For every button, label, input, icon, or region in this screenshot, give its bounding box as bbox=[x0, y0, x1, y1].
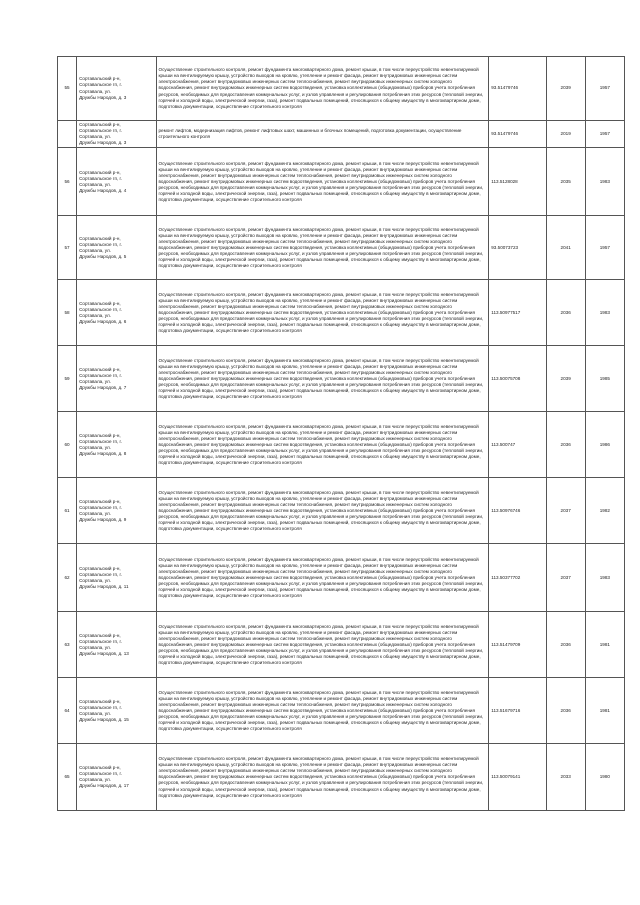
table-row bbox=[58, 678, 625, 744]
row-number-cell: 55 bbox=[58, 57, 77, 121]
table-row bbox=[58, 412, 625, 478]
table-row bbox=[58, 216, 625, 280]
works-description-text: Осуществление строительного контроля, ремонт фундамента многоквартирного дома, ремонт крыши, в том числе переустройство невентилируемой крыши на вентилируемую крышу, устройство выходов на кровлю, утепление и ремонт фасада, ремонт внутридомовых инженерных систем электроснабжения, ремонт внутридомовых инженерных систем теплоснабжения, ремонт внутридомовых инженерных систем холодного водоснабжения, ремонт внутридомовых инженерных систем водоотведения, установка коллективных (общедомовых) приборов учета потребления ресурсов, необходимых для предоставления коммунальных услуг, и узлов управления и регулирования потребления этих ресурсов (тепловой энергии, горячей и холодной воды, электрической энергии, газа), ремонт подвальных помещений, относящихся к общему имуществу в многоквартирном доме, подготовка документации, осуществление строительного контроля bbox=[158, 489, 484, 532]
works-description-cell bbox=[156, 280, 489, 346]
repair-year-cell: 2039 bbox=[546, 346, 585, 412]
address-line: Сортавальский р-н, bbox=[79, 169, 121, 175]
address-line: Сортавальское гп, г. bbox=[79, 175, 122, 181]
address-line: Сортавальское гп, г. bbox=[79, 82, 122, 88]
works-table-body bbox=[58, 57, 625, 811]
area-cell: 113.51479709 bbox=[489, 612, 546, 678]
build-year-cell: 1982 bbox=[585, 478, 624, 544]
build-year-cell: 1983 bbox=[585, 148, 624, 216]
row-number-cell: 64 bbox=[58, 678, 77, 744]
address-line: Дружбы Народов, д. 3 bbox=[79, 140, 127, 146]
row-number-cell: 60 bbox=[58, 412, 77, 478]
table-row bbox=[58, 57, 625, 121]
build-year-cell: 1983 bbox=[585, 280, 624, 346]
row-number-cell: 63 bbox=[58, 612, 77, 678]
address-line: Дружбы Народов, д. 8 bbox=[79, 450, 127, 456]
works-description-cell bbox=[156, 612, 489, 678]
works-description-text: Осуществление строительного контроля, ремонт фундамента многоквартирного дома, ремонт крыши, в том числе переустройство невентилируемой крыши на вентилируемую крышу, устройство выходов на кровлю, утепление и ремонт фасада, ремонт внутридомовых инженерных систем электроснабжения, ремонт внутридомовых инженерных систем теплоснабжения, ремонт внутридомовых инженерных систем холодного водоснабжения, ремонт внутридомовых инженерных систем водоотведения, установка коллективных (общедомовых) приборов учета потребления ресурсов, необходимых для предоставления коммунальных услуг, и узлов управления и регулирования потребления этих ресурсов (тепловой энергии, горячей и холодной воды, электрической энергии, газа), ремонт подвальных помещений, относящихся к общему имуществу в многоквартирном доме, подготовка документации, осуществление строительного контроля bbox=[158, 756, 484, 798]
build-year-cell: 1957 bbox=[585, 216, 624, 280]
row-number-cell: 57 bbox=[58, 216, 77, 280]
build-year-cell: 1985 bbox=[585, 346, 624, 412]
repair-year-cell: 2019 bbox=[546, 121, 585, 148]
address-cell bbox=[77, 57, 156, 121]
works-description-cell bbox=[156, 346, 489, 412]
works-description-cell bbox=[156, 148, 489, 216]
works-description-text: Осуществление строительного контроля, ремонт фундамента многоквартирного дома, ремонт крыши, в том числе переустройство невентилируемой крыши на вентилируемую крышу, устройство выходов на кровлю, утепление и ремонт фасада, ремонт внутридомовых инженерных систем электроснабжения, ремонт внутридомовых инженерных систем теплоснабжения, ремонт внутридомовых инженерных систем холодного водоснабжения, ремонт внутридомовых инженерных систем водоотведения, установка коллективных (общедомовых) приборов учета потребления ресурсов, необходимых для предоставления коммунальных услуг, и узлов управления и регулирования потребления этих ресурсов (тепловой энергии, горячей и холодной воды, электрической энергии, газа), ремонт подвальных помещений, относящихся к общему имуществу в многоквартирном доме, подготовка документации, осуществление строительного контроля bbox=[158, 623, 484, 666]
address-cell bbox=[77, 148, 156, 216]
build-year-cell: 1957 bbox=[585, 57, 624, 121]
area-cell: 113.500747 bbox=[489, 412, 546, 478]
area-cell: 113.50976746 bbox=[489, 478, 546, 544]
address-line: Дружбы Народов, д. 9 bbox=[79, 516, 127, 522]
address-line: Сортавала, ул. bbox=[79, 378, 111, 384]
area-cell: 93.51479746 bbox=[489, 121, 546, 148]
works-description-cell bbox=[156, 744, 489, 811]
repair-year-cell: 2036 bbox=[546, 612, 585, 678]
area-cell: 113.5128028 bbox=[489, 148, 546, 216]
area-cell: 113.50977517 bbox=[489, 280, 546, 346]
address-line: Дружбы Народов, д. 7 bbox=[79, 384, 127, 390]
address-line: Сортавальское гп, г. bbox=[79, 241, 122, 247]
works-description-cell bbox=[156, 544, 489, 612]
works-description-text: Осуществление строительного контроля, ремонт фундамента многоквартирного дома, ремонт крыши, в том числе переустройство невентилируемой крыши на вентилируемую крышу, устройство выходов на кровлю, утепление и ремонт фасада, ремонт внутридомовых инженерных систем электроснабжения, ремонт внутридомовых инженерных систем теплоснабжения, ремонт внутридомовых инженерных систем холодного водоснабжения, ремонт внутридомовых инженерных систем водоотведения, установка коллективных (общедомовых) приборов учета потребления ресурсов, необходимых для предоставления коммунальных услуг, и узлов управления и регулирования потребления этих ресурсов (тепловой энергии, горячей и холодной воды, электрической энергии, газа), ремонт подвальных помещений, относящихся к общему имуществу в многоквартирном доме, подготовка документации, осуществление строительного контроля bbox=[158, 67, 484, 109]
works-table bbox=[57, 56, 625, 811]
table-row bbox=[58, 744, 625, 811]
address-line: Сортавальский р-н, bbox=[79, 122, 121, 127]
address-line: Сортавальский р-н, bbox=[79, 300, 121, 306]
repair-year-cell: 2037 bbox=[546, 544, 585, 612]
repair-year-cell: 2035 bbox=[546, 148, 585, 216]
address-cell bbox=[77, 544, 156, 612]
build-year-cell: 1957 bbox=[585, 121, 624, 148]
works-description-text: Осуществление строительного контроля, ремонт фундамента многоквартирного дома, ремонт крыши, в том числе переустройство невентилируемой крыши на вентилируемую крышу, устройство выходов на кровлю, утепление и ремонт фасада, ремонт внутридомовых инженерных систем электроснабжения, ремонт внутридомовых инженерных систем теплоснабжения, ремонт внутридомовых инженерных систем холодного водоснабжения, ремонт внутридомовых инженерных систем водоотведения, установка коллективных (общедомовых) приборов учета потребления ресурсов, необходимых для предоставления коммунальных услуг, и узлов управления и регулирования потребления этих ресурсов (тепловой энергии, горячей и холодной воды, электрической энергии, газа), ремонт подвальных помещений, относящихся к общему имуществу в многоквартирном доме, подготовка документации, осуществление строительного контроля bbox=[158, 291, 484, 334]
address-cell bbox=[77, 478, 156, 544]
build-year-cell: 1981 bbox=[585, 612, 624, 678]
address-line: Сортавальское гп, г. bbox=[79, 504, 122, 510]
repair-year-cell: 2033 bbox=[546, 744, 585, 811]
works-description-cell bbox=[156, 678, 489, 744]
works-description-text: Осуществление строительного контроля, ремонт фундамента многоквартирного дома, ремонт крыши, в том числе переустройство невентилируемой крыши на вентилируемую крышу, устройство выходов на кровлю, утепление и ремонт фасада, ремонт внутридомовых инженерных систем электроснабжения, ремонт внутридомовых инженерных систем теплоснабжения, ремонт внутридомовых инженерных систем холодного водоснабжения, ремонт внутридомовых инженерных систем водоотведения, установка коллективных (общедомовых) приборов учета потребления ресурсов, необходимых для предоставления коммунальных услуг, и узлов управления и регулирования потребления этих ресурсов (тепловой энергии, горячей и холодной воды, электрической энергии, газа), ремонт подвальных помещений, относящихся к общему имуществу в многоквартирном доме, подготовка документации, осуществление строительного контроля bbox=[158, 226, 484, 269]
address-line: Дружбы Народов, д. 13 bbox=[79, 650, 129, 656]
works-description-text: Осуществление строительного контроля, ремонт фундамента многоквартирного дома, ремонт крыши, в том числе переустройство невентилируемой крыши на вентилируемую крышу, устройство выходов на кровлю, утепление и ремонт фасада, ремонт внутридомовых инженерных систем электроснабжения, ремонт внутридомовых инженерных систем теплоснабжения, ремонт внутридомовых инженерных систем холодного водоснабжения, ремонт внутридомовых инженерных систем водоотведения, установка коллективных (общедомовых) приборов учета потребления ресурсов, необходимых для предоставления коммунальных услуг, и узлов управления и регулирования потребления этих ресурсов (тепловой энергии, горячей и холодной воды, электрической энергии, газа), ремонт подвальных помещений, относящихся к общему имуществу в многоквартирном доме, подготовка документации, осуществление строительного контроля bbox=[158, 160, 484, 203]
address-line: Дружбы Народов, д. 3 bbox=[79, 94, 127, 100]
works-description-text: Осуществление строительного контроля, ремонт фундамента многоквартирного дома, ремонт крыши, в том числе переустройство невентилируемой крыши на вентилируемую крышу, устройство выходов на кровлю, утепление и ремонт фасада, ремонт внутридомовых инженерных систем электроснабжения, ремонт внутридомовых инженерных систем теплоснабжения, ремонт внутридомовых инженерных систем холодного водоснабжения, ремонт внутридомовых инженерных систем водоотведения, установка коллективных (общедомовых) приборов учета потребления ресурсов, необходимых для предоставления коммунальных услуг, и узлов управления и регулирования потребления этих ресурсов (тепловой энергии, горячей и холодной воды, электрической энергии, газа), ремонт подвальных помещений, относящихся к общему имуществу в многоквартирном доме, подготовка документации, осуществление строительного контроля bbox=[158, 423, 484, 466]
repair-year-cell: 2036 bbox=[546, 280, 585, 346]
address-line: Сортавальское гп, г. bbox=[79, 306, 122, 312]
address-line: Дружбы Народов, д. 5 bbox=[79, 253, 127, 259]
works-description-cell bbox=[156, 216, 489, 280]
row-number-cell: 65 bbox=[58, 744, 77, 811]
address-line: Сортавальский р-н, bbox=[79, 565, 121, 571]
row-number-cell: 61 bbox=[58, 478, 77, 544]
address-line: Сортавала, ул. bbox=[79, 312, 111, 318]
address-line: Дружбы Народов, д. 4 bbox=[79, 187, 127, 193]
address-cell bbox=[77, 216, 156, 280]
address-line: Сортавальское гп, г. bbox=[79, 438, 122, 444]
address-cell bbox=[77, 744, 156, 811]
table-row bbox=[58, 148, 625, 216]
repair-year-cell: 2036 bbox=[546, 678, 585, 744]
row-number-cell bbox=[58, 121, 77, 148]
address-line: Сортавальское гп, г. bbox=[79, 128, 122, 134]
row-number-cell: 58 bbox=[58, 280, 77, 346]
address-line: Дружбы Народов, д. 15 bbox=[79, 716, 129, 722]
works-description-text: Осуществление строительного контроля, ремонт фундамента многоквартирного дома, ремонт крыши, в том числе переустройство невентилируемой крыши на вентилируемую крышу, устройство выходов на кровлю, утепление и ремонт фасада, ремонт внутридомовых инженерных систем электроснабжения, ремонт внутридомовых инженерных систем теплоснабжения, ремонт внутридомовых инженерных систем холодного водоснабжения, ремонт внутридомовых инженерных систем водоотведения, установка коллективных (общедомовых) приборов учета потребления ресурсов, необходимых для предоставления коммунальных услуг, и узлов управления и регулирования потребления этих ресурсов (тепловой энергии, горячей и холодной воды, электрической энергии, газа), ремонт подвальных помещений, относящихся к общему имуществу в многоквартирном доме, подготовка документации, осуществление строительного контроля bbox=[158, 556, 484, 599]
area-cell: 93.51479746 bbox=[489, 57, 546, 121]
works-description-cell bbox=[156, 57, 489, 121]
address-cell bbox=[77, 280, 156, 346]
address-line: Дружбы Народов, д. 17 bbox=[79, 783, 129, 789]
address-line: Сортавала, ул. bbox=[79, 644, 111, 650]
works-description-text: Осуществление строительного контроля, ремонт фундамента многоквартирного дома, ремонт крыши, в том числе переустройство невентилируемой крыши на вентилируемую крышу, устройство выходов на кровлю, утепление и ремонт фасада, ремонт внутридомовых инженерных систем электроснабжения, ремонт внутридомовых инженерных систем теплоснабжения, ремонт внутридомовых инженерных систем холодного водоснабжения, ремонт внутридомовых инженерных систем водоотведения, установка коллективных (общедомовых) приборов учета потребления ресурсов, необходимых для предоставления коммунальных услуг, и узлов управления и регулирования потребления этих ресурсов (тепловой энергии, горячей и холодной воды, электрической энергии, газа), ремонт подвальных помещений, относящихся к общему имуществу в многоквартирном доме, подготовка документации, осуществление строительного контроля bbox=[158, 357, 484, 400]
address-line: Сортавальский р-н, bbox=[79, 76, 121, 82]
address-line: Сортавала, ул. bbox=[79, 444, 111, 450]
address-line: Сортавальский р-н, bbox=[79, 498, 121, 504]
address-line: Сортавальское гп, г. bbox=[79, 704, 122, 710]
address-line: Сортавальское гп, г. bbox=[79, 571, 122, 577]
table-row bbox=[58, 478, 625, 544]
works-description-cell bbox=[156, 121, 489, 148]
address-line: Сортавальское гп, г. bbox=[79, 771, 122, 777]
works-description-text: Осуществление строительного контроля, ремонт фундамента многоквартирного дома, ремонт крыши, в том числе переустройство невентилируемой крыши на вентилируемую крышу, устройство выходов на кровлю, утепление и ремонт фасада, ремонт внутридомовых инженерных систем электроснабжения, ремонт внутридомовых инженерных систем теплоснабжения, ремонт внутридомовых инженерных систем холодного водоснабжения, ремонт внутридомовых инженерных систем водоотведения, установка коллективных (общедомовых) приборов учета потребления ресурсов, необходимых для предоставления коммунальных услуг, и узлов управления и регулирования потребления этих ресурсов (тепловой энергии, горячей и холодной воды, электрической энергии, газа), ремонт подвальных помещений, относящихся к общему имуществу в многоквартирном доме, подготовка документации, осуществление строительного контроля bbox=[158, 689, 484, 732]
build-year-cell: 1986 bbox=[585, 412, 624, 478]
row-number-cell: 59 bbox=[58, 346, 77, 412]
address-cell bbox=[77, 678, 156, 744]
address-line: Сортавала, ул. bbox=[79, 134, 111, 140]
table-row bbox=[58, 346, 625, 412]
address-line: Сортавала, ул. bbox=[79, 577, 111, 583]
table-row bbox=[58, 612, 625, 678]
address-line: Сортавальский р-н, bbox=[79, 698, 121, 704]
address-line: Сортавала, ул. bbox=[79, 777, 111, 783]
build-year-cell: 1983 bbox=[585, 544, 624, 612]
address-line: Сортавальский р-н, bbox=[79, 632, 121, 638]
address-line: Дружбы Народов, д. 6 bbox=[79, 318, 127, 324]
address-line: Сортавала, ул. bbox=[79, 510, 111, 516]
area-cell: 113.50377702 bbox=[489, 544, 546, 612]
address-cell bbox=[77, 346, 156, 412]
address-line: Сортавала, ул. bbox=[79, 710, 111, 716]
repair-year-cell: 2039 bbox=[546, 57, 585, 121]
address-line: Сортавальский р-н, bbox=[79, 235, 121, 241]
address-line: Сортавала, ул. bbox=[79, 181, 111, 187]
address-line: Сортавальское гп, г. bbox=[79, 638, 122, 644]
repair-year-cell: 2037 bbox=[546, 478, 585, 544]
build-year-cell: 1980 bbox=[585, 744, 624, 811]
works-description-cell bbox=[156, 478, 489, 544]
row-number-cell: 56 bbox=[58, 148, 77, 216]
area-cell: 93.50073723 bbox=[489, 216, 546, 280]
area-cell: 113.51679716 bbox=[489, 678, 546, 744]
build-year-cell: 1981 bbox=[585, 678, 624, 744]
area-cell: 113.50075708 bbox=[489, 346, 546, 412]
repair-year-cell: 2036 bbox=[546, 412, 585, 478]
address-cell bbox=[77, 612, 156, 678]
row-number-cell: 62 bbox=[58, 544, 77, 612]
area-cell: 113.50079141 bbox=[489, 744, 546, 811]
address-line: Сортавальский р-н, bbox=[79, 765, 121, 771]
address-line: Сортавальский р-н, bbox=[79, 366, 121, 372]
repair-year-cell: 2041 bbox=[546, 216, 585, 280]
works-description-text: ремонт лифтов, модернизация лифтов, ремонт лифтовых шахт, машинных и блочных помещений, подготовка документации, осуществление строительного контроля bbox=[158, 128, 462, 140]
address-line: Дружбы Народов, д. 11 bbox=[79, 583, 129, 589]
address-cell bbox=[77, 121, 156, 148]
table-row bbox=[58, 544, 625, 612]
table-row bbox=[58, 280, 625, 346]
address-line: Сортавальский р-н, bbox=[79, 432, 121, 438]
address-line: Сортавальское гп, г. bbox=[79, 372, 122, 378]
works-description-cell bbox=[156, 412, 489, 478]
table-row bbox=[58, 121, 625, 148]
address-line: Сортавала, ул. bbox=[79, 247, 111, 253]
address-cell bbox=[77, 412, 156, 478]
address-line: Сортавала, ул. bbox=[79, 88, 111, 94]
